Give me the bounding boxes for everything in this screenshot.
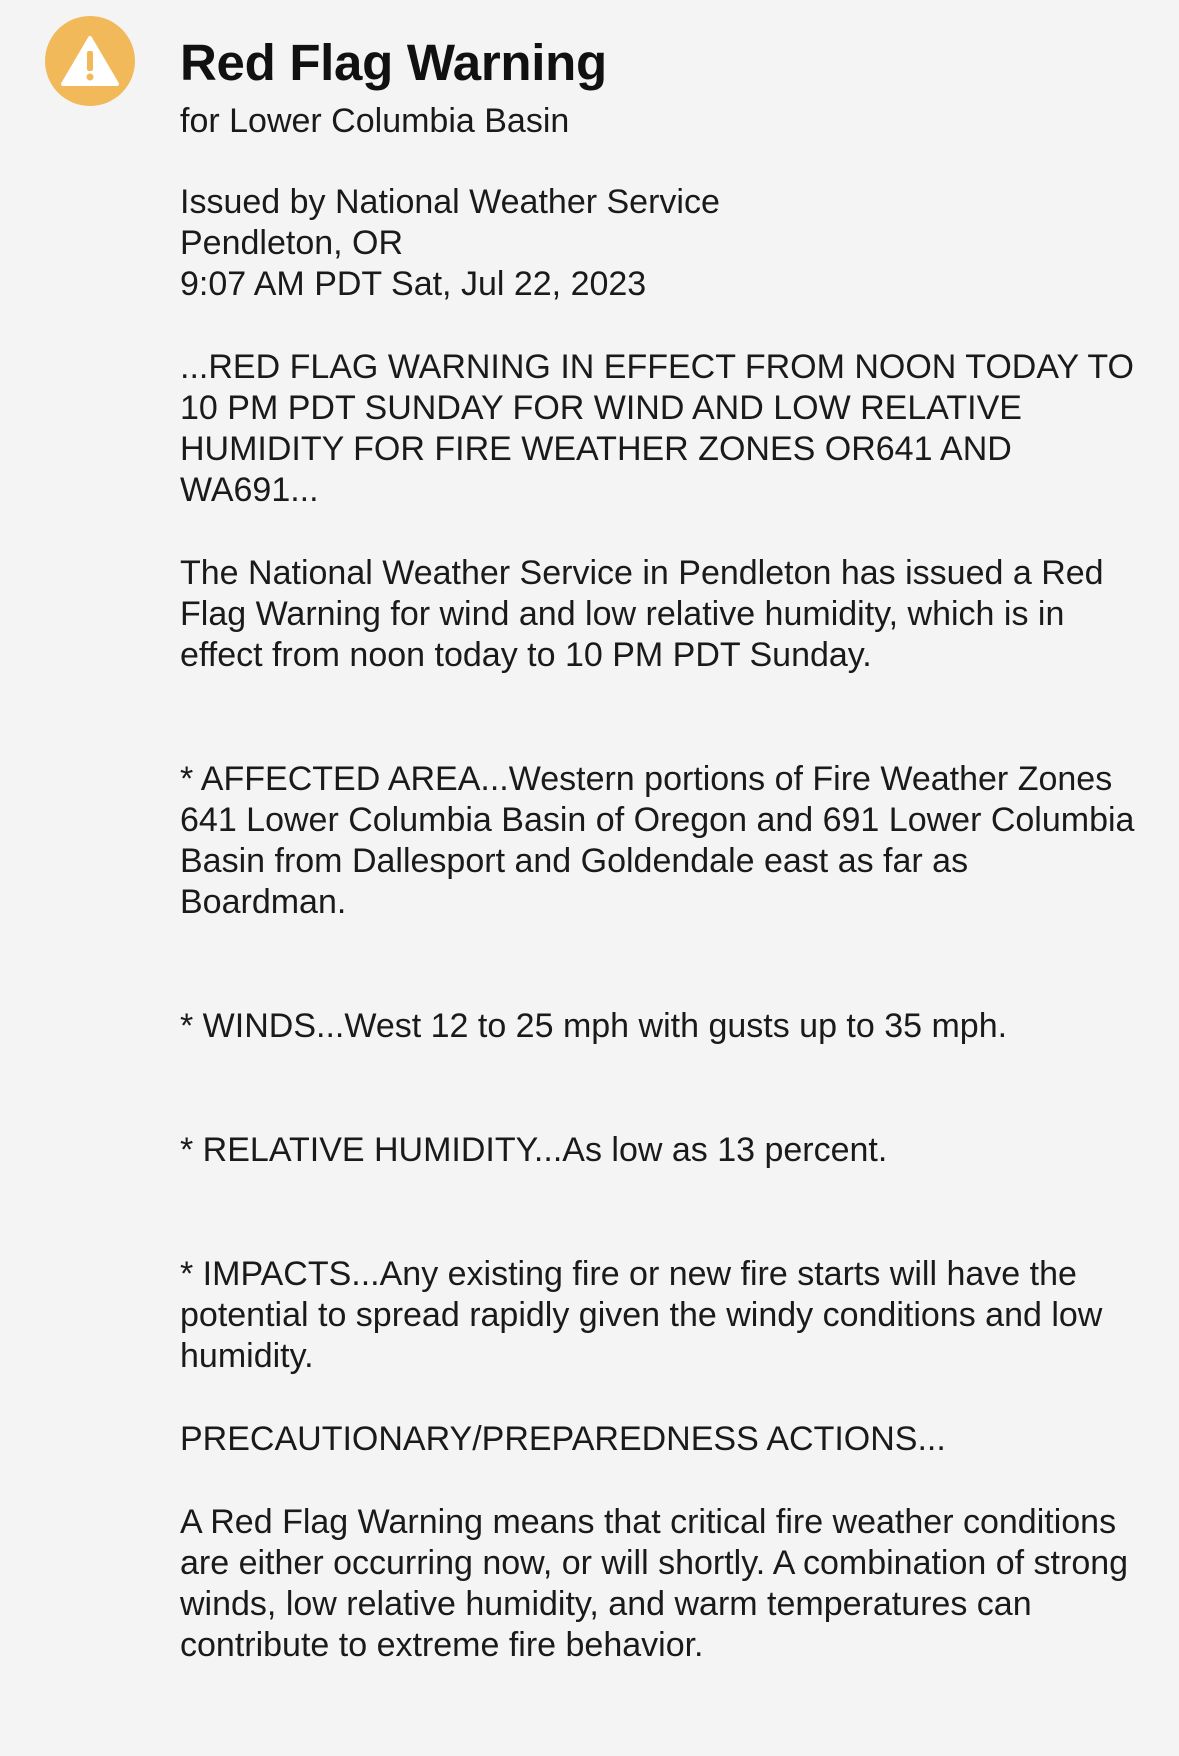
alert-content [180, 30, 1140, 1666]
precaution-header: PRECAUTIONARY/PREPAREDNESS ACTIONS... [180, 1420, 946, 1458]
issued-office: Pendleton, OR [180, 224, 404, 262]
warning-icon [45, 16, 135, 106]
issued-by: Issued by National Weather Service [180, 183, 720, 221]
warning-summary: The National Weather Service in Pendleton has issued a Red Flag Warning for wind and low relative humidity, which is in effect from noon today to 10 PM PDT Sunday. [180, 554, 1104, 674]
issued-block [180, 182, 1140, 305]
affected-area: * AFFECTED AREA...Western portions of Fire Weather Zones 641 Lower Columbia Basin of Oregon and 691 Lower Columbia Basin from Dallesport and Goldendale east as far as Boardman. [180, 760, 1135, 921]
relative-humidity: * RELATIVE HUMIDITY...As low as 13 percent. [180, 1131, 888, 1169]
warning-triangle-icon [60, 35, 120, 87]
warning-headline: ...RED FLAG WARNING IN EFFECT FROM NOON TODAY TO 10 PM PDT SUNDAY FOR WIND AND LOW RELATIVE HUMIDITY FOR FIRE WEATHER ZONES OR641 AND WA691... [180, 348, 1134, 509]
winds: * WINDS...West 12 to 25 mph with gusts up to 35 mph. [180, 1007, 1008, 1045]
alert-subtitle: for Lower Columbia Basin [180, 102, 570, 140]
alert-title: Red Flag Warning [180, 34, 607, 91]
impacts: * IMPACTS...Any existing fire or new fire starts will have the potential to spread rapidly given the windy conditions and low humidity. [180, 1255, 1103, 1375]
precaution-text: A Red Flag Warning means that critical fire weather conditions are either occurring now, or will shortly. A combination of strong winds, low relative humidity, and warm temperatures can contribute to extreme fire behavior. [180, 1503, 1129, 1664]
issued-time: 9:07 AM PDT Sat, Jul 22, 2023 [180, 265, 647, 303]
